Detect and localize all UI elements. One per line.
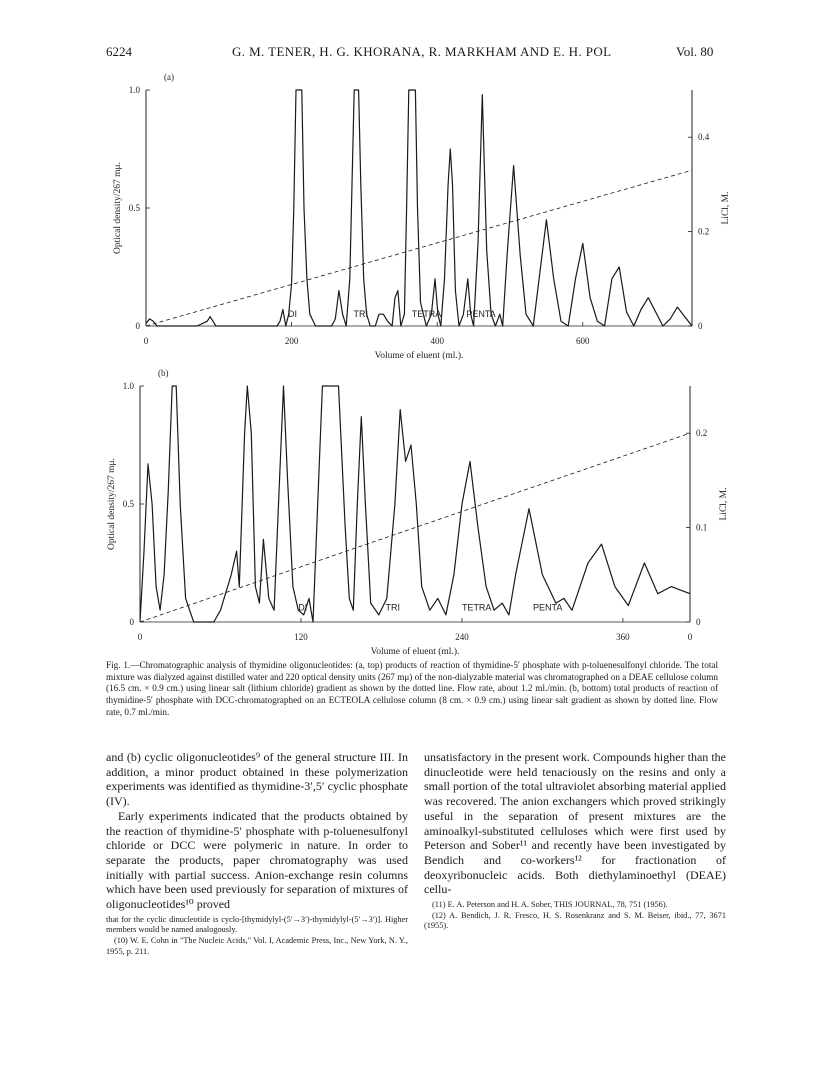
gradient-line-b bbox=[140, 433, 690, 622]
peak-label-a: PENTA bbox=[466, 308, 496, 319]
right-column bbox=[424, 750, 726, 932]
elution-curve-a bbox=[146, 90, 692, 326]
caption-text: —Chromatographic analysis of thymidine oligonucleotides: (a, top) products of reaction of thymidine-5′ phosphate with p-toluenesulfonyl chloride. The total mixture was dialyzed against distilled water and 220 optical density units (267 mμ) of the non-dialyzable material was chromatographed on a DEAE cellulose column (16.5 cm. × 0.9 cm.) using linear salt (lithium chloride) gradient as shown by the dotted line. Flow rate, about 1.2 ml./min. (b, bottom) total products of reaction of thymidine-5′ phosphate with DCC-chromatographed on an ECTEOLA cellulose column (8 cm. × 0.9 cm.) using linear salt gradient as shown by dotted line. Flow rate, 0.7 ml./min. bbox=[106, 660, 718, 717]
x-axis-label-b: Volume of eluent (ml.). bbox=[370, 647, 460, 657]
right-paragraph-1: unsatisfactory in the present work. Compounds higher than the dinucleotide were held tenaciously on the resins and only a small portion of the total ultraviolet absorbing material applied was recovered. The anion exchangers which proved strikingly useful in the separation of present mixtures are the aminoalkyl-substituted celluloses which were first used by Peterson and Sober¹¹ and recently have been investigated by Bendich and co-workers¹² for fractionation of deoxyribonucleic acids. Both diethylaminoethyl (DEAE) cellu- bbox=[424, 750, 726, 897]
x-tick-label-b: 120 bbox=[294, 632, 308, 642]
y2-tick-label-b: 0.1 bbox=[696, 522, 708, 533]
peak-label-a: TETRA bbox=[411, 308, 442, 319]
peak-label-b: PENTA bbox=[533, 602, 563, 613]
y-tick-label-b: 0.5 bbox=[122, 499, 134, 509]
peak-label-b: TETRA bbox=[461, 602, 492, 613]
y2-axis-label-b: LiCl, M. bbox=[719, 487, 729, 521]
x-tick-label-b: 360 bbox=[616, 632, 630, 642]
left-footnotes bbox=[106, 915, 408, 957]
y-axis-label-b: Optical density/267 mμ. bbox=[107, 458, 117, 550]
y2-tick-label-a: 0.4 bbox=[698, 132, 710, 143]
peak-label-a: DI bbox=[287, 308, 297, 319]
x-tick-label-a: 200 bbox=[284, 336, 299, 346]
left-column bbox=[106, 750, 408, 957]
x-tick-label-a: 400 bbox=[430, 336, 444, 346]
elution-curve-b bbox=[140, 386, 690, 622]
y2-axis-label-a: LiCl, M. bbox=[721, 191, 731, 225]
y-tick-label-a: 0.5 bbox=[128, 203, 140, 213]
y2-tick-label-a: 0 bbox=[698, 321, 703, 331]
x-axis-label-a: Volume of eluent (ml.). bbox=[374, 351, 464, 361]
right-footnotes bbox=[424, 900, 726, 932]
page-number: 6224 bbox=[106, 44, 132, 59]
y-tick-label-a: 1.0 bbox=[128, 85, 140, 95]
peak-label-b: TRI bbox=[385, 602, 400, 613]
panel-label-a: (a) bbox=[164, 72, 174, 82]
footnote-11: (11) E. A. Peterson and H. A. Sober, THIS JOURNAL, 78, 751 (1956). bbox=[432, 900, 668, 910]
footnote-10: (10) W. E. Cohn in "The Nucleic Acids," Vol. I, Academic Press, Inc., New York, N. Y., 1955, p. 211. bbox=[106, 935, 408, 956]
left-paragraph-2: Early experiments indicated that the products obtained by the reaction of thymidine-5′ phosphate with p-toluenesulfonyl chloride or DCC were polymeric in nature. In order to separate the products, paper chromatography was used initially with partial success. Anion-exchange resin columns which have been used previously for separation of mixtures of oligonucleotides¹⁰ proved bbox=[106, 808, 408, 912]
gradient-line-a bbox=[146, 170, 692, 326]
x-tick-label-a: 0 bbox=[143, 336, 149, 346]
y2-tick-label-b: 0.2 bbox=[696, 428, 708, 439]
left-paragraph-1: and (b) cyclic oligonucleotides⁹ of the general structure III. In addition, a minor product obtained in these polymerization experiments was identified as thymidine-3′,5′ cyclic phosphate (IV). bbox=[106, 750, 408, 809]
footnote-12: (12) A. Bendich, J. R. Fresco, H. S. Rosenkranz and S. M. Beiser, ibid., 77, 3671 (1955). bbox=[424, 910, 726, 931]
y-axis-label-a: Optical density/267 mμ. bbox=[113, 162, 123, 254]
x-tick-label-a: 600 bbox=[576, 336, 590, 346]
y-tick-label-b: 0 bbox=[129, 617, 134, 627]
y2-tick-label-a: 0.2 bbox=[698, 226, 710, 237]
y-tick-label-b: 1.0 bbox=[122, 381, 134, 391]
x-tick-label-b: 0 bbox=[687, 632, 693, 642]
figure-caption bbox=[106, 660, 718, 719]
running-head-authors: G. M. TENER, H. G. KHORANA, R. MARKHAM AND E. H. POL bbox=[232, 44, 612, 59]
x-tick-label-b: 240 bbox=[455, 632, 469, 642]
x-tick-label-b: 0 bbox=[137, 632, 143, 642]
panel-label-b: (b) bbox=[158, 368, 169, 378]
peak-label-b: DI bbox=[298, 602, 308, 613]
y2-tick-label-b: 0 bbox=[696, 617, 701, 627]
y-tick-label-a: 0 bbox=[135, 321, 140, 331]
peak-label-a: TRI bbox=[353, 308, 368, 319]
footnote-9-continued: that for the cyclic dinucleotide is cyclo-[thymidylyl-(5′→3′)-thymidylyl-(5′→3′)]. Higher members would be named analogously. bbox=[106, 914, 408, 935]
volume-label: Vol. 80 bbox=[676, 44, 714, 59]
caption-fig-label: Fig. 1. bbox=[106, 660, 131, 670]
